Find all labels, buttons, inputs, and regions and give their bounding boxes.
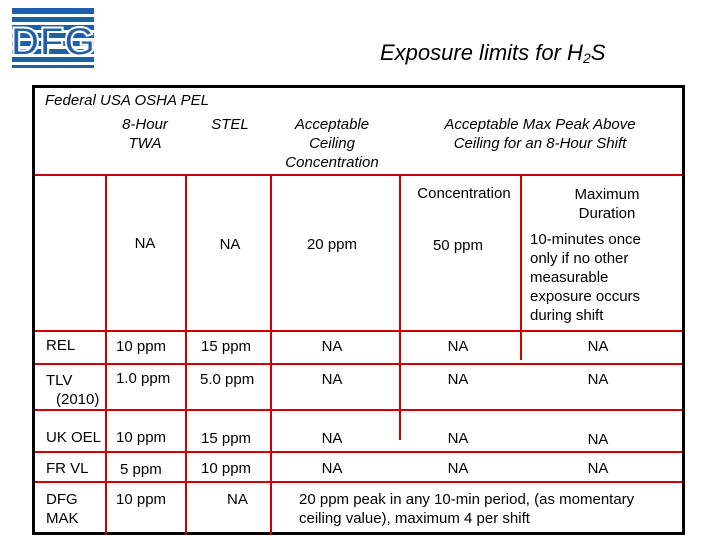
header-peak-concentration: Concentration [417, 185, 511, 202]
header-ceiling: Acceptable Ceiling Concentration [285, 116, 379, 171]
uk-oel-stel: 15 ppm [201, 430, 252, 447]
header-peak-duration: Maximum Duration [574, 186, 640, 222]
grid-hline-1 [35, 174, 682, 176]
rel-twa: 10 ppm [116, 338, 167, 355]
osha-ceiling: 20 ppm [306, 236, 358, 253]
dfg-mak-twa: 10 ppm [116, 491, 167, 508]
header-peak: Acceptable Max Peak Above Ceiling for an 8-Hour Shift [444, 116, 636, 152]
row-label-uk-oel: UK OEL [46, 429, 102, 446]
uk-oel-duration: NA [587, 431, 609, 448]
slide-title: Exposure limits for $H_2S$ [380, 40, 606, 66]
osha-stel: NA [219, 236, 241, 253]
rel-peak: NA [447, 338, 469, 355]
tlv-twa: 1.0 ppm [116, 370, 171, 387]
fr-vl-stel: 10 ppm [201, 460, 252, 477]
grid-hline-2 [35, 330, 682, 332]
grid-hline-4 [35, 409, 682, 411]
tlv-ceiling: NA [321, 371, 343, 388]
grid-vline-4 [399, 175, 401, 440]
fr-vl-twa: 5 ppm [120, 461, 162, 478]
grid-hline-3 [35, 363, 682, 365]
rel-duration: NA [587, 338, 609, 355]
dfg-logo-graphic [12, 8, 94, 68]
rel-ceiling: NA [321, 338, 343, 355]
fr-vl-peak: NA [447, 460, 469, 477]
osha-peak: 50 ppm [432, 237, 484, 254]
row-label-tlv: TLV (2010) [46, 372, 100, 408]
dfg-logo [12, 8, 94, 68]
logo-text: DFG [12, 20, 94, 64]
uk-oel-peak: NA [447, 430, 469, 447]
fr-vl-duration: NA [587, 460, 609, 477]
row-label-dfg-mak: DFG MAK [46, 491, 79, 527]
header-stel: STEL [211, 116, 249, 133]
grid-hline-6 [35, 481, 682, 483]
osha-twa: NA [134, 235, 156, 252]
dfg-mak-stel: NA [227, 491, 248, 508]
dfg-mak-note: 20 ppm peak in any 10-min period, (as momentary ceiling value), maximum 4 per shift [299, 491, 635, 527]
tlv-stel: 5.0 ppm [200, 371, 255, 388]
section-label: Federal USA OSHA PEL [45, 92, 209, 109]
uk-oel-twa: 10 ppm [116, 429, 167, 446]
tlv-duration: NA [587, 371, 609, 388]
header-twa: 8-Hour TWA [122, 116, 168, 152]
uk-oel-ceiling: NA [321, 430, 343, 447]
osha-duration: 10-minutes once only if no other measurable exposure occurs during shift [530, 231, 641, 324]
rel-stel: 15 ppm [201, 338, 252, 355]
fr-vl-ceiling: NA [321, 460, 343, 477]
tlv-peak: NA [447, 371, 469, 388]
row-label-rel: REL [46, 337, 76, 354]
row-label-fr-vl: FR VL [46, 460, 89, 477]
grid-hline-5 [35, 451, 682, 453]
